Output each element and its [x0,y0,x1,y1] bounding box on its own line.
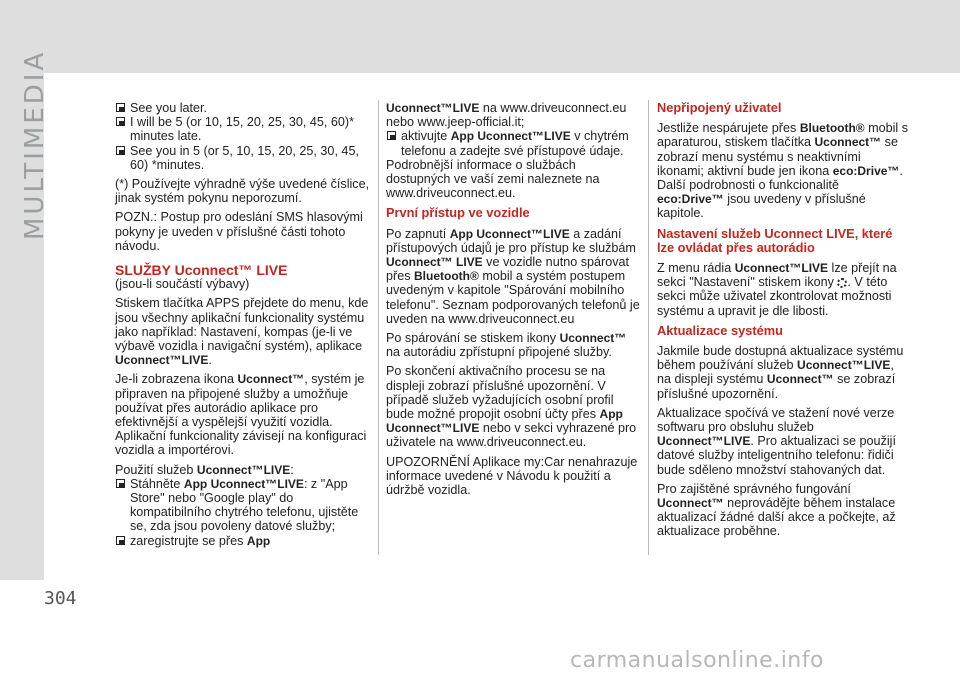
paragraph: Jakmile bude dostupná aktualizace systému během používání služeb Uconnect™LIVE, na displeji systému Uconnect™ se zobrazí příslušné upozornění. [657,344,904,401]
top-band [0,0,960,73]
note-paragraph: (*) Používejte výhradně výše uvedené číslice, jinak systém pokynu neporozumí. [115,177,370,206]
paragraph: Z menu rádia Uconnect™LIVE lze přejít na sekci "Nastavení" stiskem ikony . V této sekci může uživatel zkontrolovat možnosti systému a upravit je dle libosti. [657,261,897,318]
paragraph: Uconnect™LIVE na www.driveuconnect.eu nebo www.jeep-official.it; [386,101,627,130]
column-3 [657,101,909,544]
column-2 [386,101,640,502]
list-item: aktivujte App Uconnect™LIVE v chytrém telefonu a zadejte své přístupové údaje. [386,129,640,157]
checkbox-icon [116,479,125,488]
section-heading: SLUŽBY Uconnect™ LIVE [115,262,288,279]
checkbox-icon [116,146,125,155]
checkbox-icon [387,131,396,140]
paragraph: Podrobnější informace o službách dostupných ve vaší zemi naleznete na www.driveuconnect.eu. [386,157,600,201]
paragraph: Po skončení aktivačního procesu se na displeji zobrazí příslušné upozornění. V případě služeb vyžadujících osobní profil bude možné propojit osobní účty přes App Uconnect™LIVE nebo v sekci vyhrazené pro uživatele na www.driveuconnect.eu. [386,364,637,450]
list-item: Stáhněte App Uconnect™LIVE: z "App Store" nebo "Google play" do kompatibilního chytrého telefonu, ujistěte se, zda jsou povoleny datové služby; [115,477,377,534]
paragraph: Pro zajištěné správného fungování Uconnect™ neprovádějte během instalace aktualizací žádné další akce a počkejte, až aktualizace proběhne. [657,481,896,539]
column-divider [648,100,649,555]
list-item: zaregistrujte se přes App [115,534,377,548]
page-number: 304 [44,588,77,609]
checkbox-icon [116,536,125,545]
column-divider [378,100,379,555]
subheading: První přístup ve vozidle [386,205,530,221]
subheading: Nepřipojený uživatel [657,100,782,115]
gear-icon [837,278,847,288]
paragraph: (jsou-li součástí výbavy) [115,277,250,292]
list-item: I will be 5 (or 10, 15, 20, 25, 30, 45, 60)* minutes late. [115,115,377,143]
section-label: MULTIMEDIA [20,49,50,240]
paragraph: Použití služeb Uconnect™LIVE: [115,462,294,477]
column-1 [115,101,377,548]
paragraph: Po spárování se stiskem ikony Uconnect™ na autorádiu zpřístupní připojené služby. [386,331,627,360]
subheading: Nastavení služeb Uconnect LIVE, které lze ovládat přes autorádio [657,225,893,255]
paragraph: Po zapnutí App Uconnect™LIVE a zadání přístupových údajů je pro přístup ke službám Uconnect™ LIVE ve vozidle nutno spárovat přes Bluetooth® mobil a systém postupem uvedeným v kapitole "Spárování mobilního telefonu". Seznam podporovaných telefonů je uveden na www.driveuconnect.eu [386,226,640,326]
list-item: See you later. [115,101,377,115]
subheading: Aktualizace systému [657,322,783,338]
paragraph: Jestliže nespárujete přes Bluetooth® mobil s aparaturou, stiskem tlačítka Uconnect™ se zobrazí menu systému s neaktivními ikonami; aktivní bude jen ikona eco:Drive™. Další podrobnosti o funkcionalitě eco:Drive™ jsou uvedeny v příslušné kapitole. [657,121,909,221]
paragraph: Aktualizace spočívá ve stažení nové verze softwaru pro obsluhu služeb Uconnect™LIVE. Pro aktualizaci se použijí datové služby inteligentního telefonu: řidiči bude sděleno množství stahovaných dat. [657,405,896,477]
paragraph: UPOZORNĚNÍ Aplikace my:Car nenahrazuje informace uvedené v Návodu k použití a údržbě vozidla. [386,454,638,498]
list-item: See you in 5 (or 5, 10, 15, 20, 25, 30, 45, 60) *minutes. [115,144,377,172]
checkbox-icon [116,103,125,112]
watermark: carmanualsonline.info [570,648,824,673]
paragraph: Stiskem tlačítka APPS přejdete do menu, kde jsou všechny aplikační funkcionality systému jako například: Nastavení, kompas (je-li ve výbavě vozidla i navigační systém), aplikace Uconnect™LIVE. [115,296,369,368]
note-paragraph: POZN.: Postup pro odeslání SMS hlasovými pokyny je uveden v příslušné části tohoto návodu. [115,210,363,253]
checkbox-icon [116,117,125,126]
paragraph: Je-li zobrazena ikona Uconnect™, systém je připraven na připojené služby a umožňuje používat přes autorádio aplikace pro efektivnější a vyspělejší využití vozidla. Aplikační funkcionality závisejí na konfiguraci vozidla a importérovi. [115,372,367,458]
